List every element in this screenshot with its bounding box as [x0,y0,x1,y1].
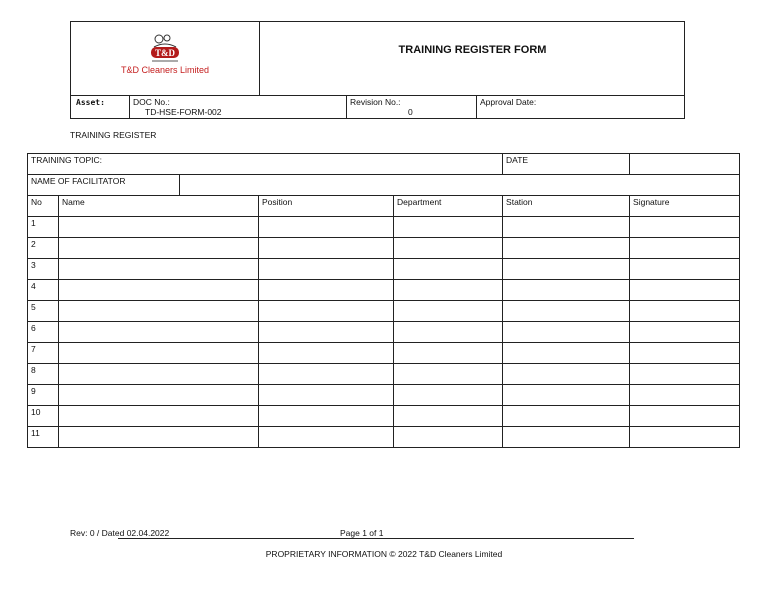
section-title: TRAINING REGISTER [70,130,157,140]
col-header-signature: Signature [630,196,740,217]
name-cell[interactable] [59,343,259,364]
table-row [28,259,740,280]
signature-cell[interactable] [630,238,740,259]
table-row [28,238,740,259]
date-value-cell[interactable] [630,154,740,175]
station-cell[interactable] [503,364,630,385]
form-title: TRAINING REGISTER FORM [398,44,547,56]
table-row [28,301,740,322]
table-row [28,427,740,448]
position-cell[interactable] [259,301,394,322]
position-cell[interactable] [259,427,394,448]
name-cell[interactable] [59,385,259,406]
revision-label: Revision No.: [350,97,401,107]
footer-page-number: Page 1 of 1 [340,528,384,538]
station-cell[interactable] [503,406,630,427]
position-cell[interactable] [259,385,394,406]
col-header-department: Department [394,196,503,217]
logo-initials: T&D [155,48,175,58]
facilitator-row [28,175,740,196]
department-cell[interactable] [394,259,503,280]
table-row [28,385,740,406]
facilitator-value-cell[interactable] [180,175,740,196]
row-number: 3 [28,259,59,280]
training-register-table [27,153,740,448]
footer-revision: Rev: 0 / Dated 02.04.2022 [70,528,170,538]
document-meta-row [70,96,685,119]
station-cell[interactable] [503,343,630,364]
station-cell[interactable] [503,280,630,301]
row-number: 10 [28,406,59,427]
revision-value: 0 [408,107,413,117]
name-cell[interactable] [59,280,259,301]
doc-no-value: TD-HSE-FORM-002 [145,107,222,117]
station-cell[interactable] [503,385,630,406]
position-cell[interactable] [259,343,394,364]
signature-cell[interactable] [630,322,740,343]
row-number: 4 [28,280,59,301]
station-cell[interactable] [503,427,630,448]
table-row [28,343,740,364]
table-row [28,217,740,238]
name-cell[interactable] [59,427,259,448]
signature-cell[interactable] [630,364,740,385]
station-cell[interactable] [503,238,630,259]
department-cell[interactable] [394,322,503,343]
row-number: 1 [28,217,59,238]
col-header-position: Position [259,196,394,217]
department-cell[interactable] [394,343,503,364]
approval-label: Approval Date: [480,97,537,107]
signature-cell[interactable] [630,385,740,406]
position-cell[interactable] [259,364,394,385]
department-cell[interactable] [394,238,503,259]
logo-cell [70,21,260,96]
footer-divider [118,538,634,539]
row-number: 2 [28,238,59,259]
name-cell[interactable] [59,238,259,259]
row-number: 7 [28,343,59,364]
table-row [28,406,740,427]
signature-cell[interactable] [630,280,740,301]
revision-cell [347,96,475,118]
name-cell[interactable] [59,322,259,343]
position-cell[interactable] [259,406,394,427]
station-cell[interactable] [503,259,630,280]
company-name: T&D Cleaners Limited [120,65,210,75]
signature-cell[interactable] [630,301,740,322]
signature-cell[interactable] [630,259,740,280]
asset-label: Asset: [76,98,105,107]
table-row [28,364,740,385]
col-header-name: Name [59,196,259,217]
station-cell[interactable] [503,301,630,322]
department-cell[interactable] [394,280,503,301]
department-cell[interactable] [394,301,503,322]
row-number: 11 [28,427,59,448]
name-cell[interactable] [59,217,259,238]
name-cell[interactable] [59,259,259,280]
department-cell[interactable] [394,385,503,406]
topic-label: TRAINING TOPIC: [28,154,503,175]
position-cell[interactable] [259,238,394,259]
facilitator-label: NAME OF FACILITATOR [28,175,180,196]
position-cell[interactable] [259,280,394,301]
position-cell[interactable] [259,322,394,343]
doc-no-label: DOC No.: [133,97,170,107]
position-cell[interactable] [259,217,394,238]
footer-proprietary: PROPRIETARY INFORMATION © 2022 T&D Cleaners Limited [265,549,503,559]
department-cell[interactable] [394,427,503,448]
name-cell[interactable] [59,301,259,322]
row-number: 9 [28,385,59,406]
name-cell[interactable] [59,406,259,427]
table-row [28,322,740,343]
column-header-row [28,196,740,217]
department-cell[interactable] [394,217,503,238]
date-label: DATE [503,154,630,175]
department-cell[interactable] [394,406,503,427]
name-cell[interactable] [59,364,259,385]
row-number: 5 [28,301,59,322]
station-cell[interactable] [503,217,630,238]
signature-cell[interactable] [630,343,740,364]
signature-cell[interactable] [630,406,740,427]
doc-no-cell [130,96,345,118]
station-cell[interactable] [503,322,630,343]
col-header-no: No [28,196,59,217]
position-cell[interactable] [259,259,394,280]
department-cell[interactable] [394,364,503,385]
company-logo-icon [146,33,184,63]
row-number: 6 [28,322,59,343]
table-row [28,280,740,301]
signature-cell[interactable] [630,217,740,238]
topic-row [28,154,740,175]
signature-cell[interactable] [630,427,740,448]
col-header-station: Station [503,196,630,217]
row-number: 8 [28,364,59,385]
